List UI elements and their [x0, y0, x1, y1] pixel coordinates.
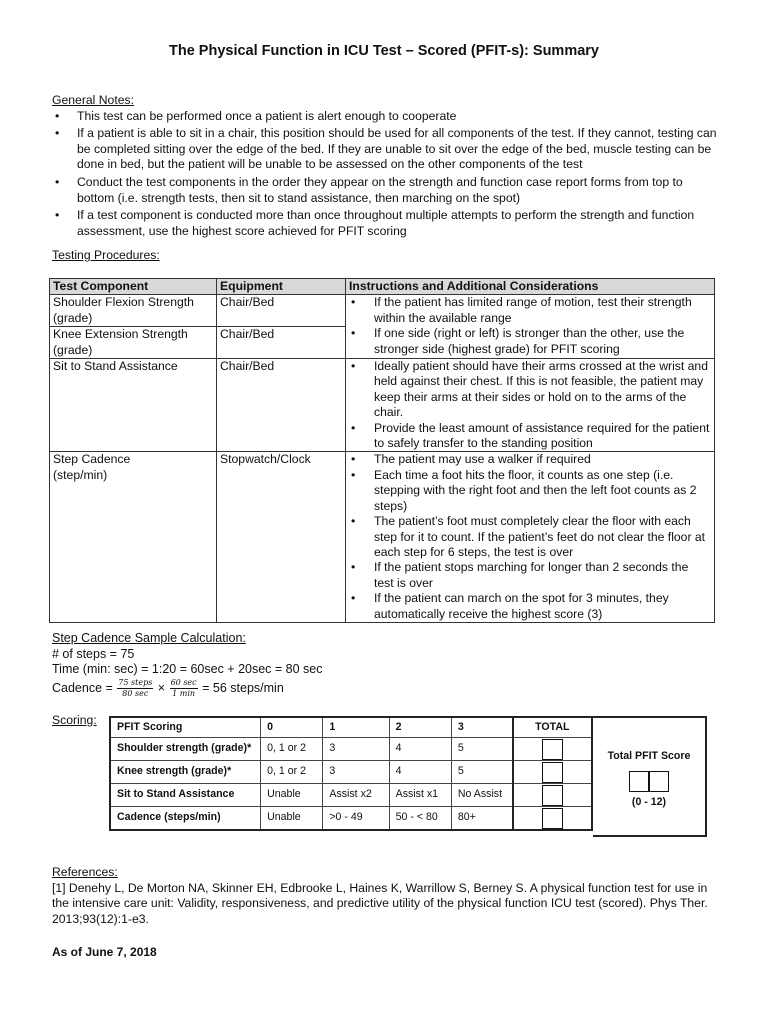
- total-digit-box[interactable]: [629, 771, 649, 792]
- cadence-line: [52, 678, 323, 699]
- list-item: • If the patient stops marching for longer than 2 seconds the test is over: [349, 560, 711, 591]
- general-notes-list: [52, 109, 718, 240]
- time-line: Time (min: sec) = 1:20 = 60sec + 20sec = 80 sec: [52, 662, 323, 677]
- fraction-denominator: 1 min: [172, 688, 196, 698]
- as-of-date: As of June 7, 2018: [52, 945, 157, 959]
- instructions-cell: [346, 295, 715, 359]
- table-header-row: [50, 279, 715, 295]
- calculation-heading: Step Cadence Sample Calculation:: [52, 631, 246, 645]
- total-cell: [513, 807, 592, 831]
- cadence-calculation: [52, 631, 323, 699]
- fraction-numerator: 60 sec: [170, 677, 197, 687]
- references-heading: References:: [52, 865, 118, 879]
- total-cell: [513, 761, 592, 784]
- column-header: Equipment: [217, 279, 346, 295]
- fraction-steps-per-sec: [117, 678, 153, 699]
- column-header: 1: [323, 717, 389, 738]
- score-cell: Assist x2: [323, 784, 389, 807]
- table-row: [50, 359, 715, 452]
- column-header: TOTAL: [513, 717, 592, 738]
- fraction-numerator: 75 steps: [118, 677, 153, 687]
- list-item: • Provide the least amount of assistance required for the patient to safely transfer to the standing position: [349, 421, 711, 452]
- total-digit-box[interactable]: [649, 771, 669, 792]
- column-header: 0: [261, 717, 323, 738]
- testing-procedures-heading: Testing Procedures:: [52, 248, 160, 262]
- score-cell: 5: [451, 761, 512, 784]
- total-score-range: (0 - 12): [631, 795, 667, 808]
- table-row: [110, 784, 592, 807]
- steps-line: # of steps = 75: [52, 646, 135, 661]
- list-item: • If the patient has limited range of motion, test their strength within the available range: [349, 295, 711, 326]
- column-header: PFIT Scoring: [110, 717, 261, 738]
- reference-item: [1] Denehy L, De Morton NA, Skinner EH, Edbrooke L, Haines K, Warrillow S, Berney S. A physical function test for use in the intensive care unit: Validity, responsiveness, and predictive utility of the physical function ICU test (scored). Phys Ther. 2013;93(12):1-e3.: [52, 880, 708, 926]
- cadence-prefix: Cadence =: [52, 680, 113, 695]
- general-notes-heading: General Notes:: [52, 93, 134, 107]
- score-cell: 4: [389, 761, 451, 784]
- references-section: [52, 865, 722, 927]
- equipment-cell: Chair/Bed: [217, 359, 346, 452]
- testing-procedures-table: [49, 278, 715, 623]
- score-cell: Assist x1: [389, 784, 451, 807]
- table-row: [110, 807, 592, 831]
- score-cell: >0 - 49: [323, 807, 389, 831]
- list-item: • If a patient is able to sit in a chair, this position should be used for all components of the test. If they cannot, testing can be completed sitting over the edge of the bed. If they are unable to sit over the edge of the bed, muscle testing can be done in bed, but the patient will be unable to be assessed on the other components of the test: [52, 126, 718, 173]
- list-item: • This test can be performed once a patient is alert enough to cooperate: [52, 109, 718, 125]
- score-cell: Unable: [261, 784, 323, 807]
- total-checkbox[interactable]: [542, 762, 563, 783]
- total-checkbox[interactable]: [542, 739, 563, 760]
- list-item: • The patient may use a walker if required: [349, 452, 711, 467]
- equipment-cell: Chair/Bed: [217, 327, 346, 359]
- table-row: [50, 452, 715, 622]
- cadence-result: = 56 steps/min: [202, 680, 284, 695]
- score-cell: 50 - < 80: [389, 807, 451, 831]
- score-cell: 0, 1 or 2: [261, 738, 323, 761]
- scoring-table: [109, 716, 593, 831]
- row-label: Knee strength (grade)*: [110, 761, 261, 784]
- table-header-row: [110, 717, 592, 738]
- score-cell: 80+: [451, 807, 512, 831]
- total-cell: [513, 738, 592, 761]
- component-cell: Shoulder Flexion Strength (grade): [50, 295, 217, 327]
- column-header: 3: [451, 717, 512, 738]
- score-cell: 5: [451, 738, 512, 761]
- total-pfit-score-box: [593, 716, 707, 837]
- row-label: Sit to Stand Assistance: [110, 784, 261, 807]
- fraction-denominator: 80 sec: [122, 688, 149, 698]
- list-item: • Ideally patient should have their arms crossed at the wrist and held against their chest. If this is not feasible, the patient may keep their arms at their sides or hold on to the arms of the chair.: [349, 359, 711, 421]
- component-cell: Step Cadence (step/min): [50, 452, 217, 622]
- instructions-cell: [346, 359, 715, 452]
- list-item: • If a test component is conducted more than once throughout multiple attempts to perform the strength and function assessment, use the highest score achieved for PFIT scoring: [52, 208, 718, 239]
- table-row: [110, 761, 592, 784]
- total-checkbox[interactable]: [542, 785, 563, 806]
- list-item: • If the patient can march on the spot for 3 minutes, they automatically receive the highest score (3): [349, 591, 711, 622]
- list-item: • The patient’s foot must completely clear the floor with each step for it to count. If the patient’s feet do not clear the floor at each step for 6 steps, the test is over: [349, 514, 711, 560]
- score-cell: 4: [389, 738, 451, 761]
- score-cell: No Assist: [451, 784, 512, 807]
- total-score-digit-boxes: [629, 771, 669, 791]
- list-item: • If one side (right or left) is stronger than the other, use the stronger side (highest grade) for PFIT scoring: [349, 326, 711, 357]
- fraction-sec-per-min: [170, 678, 198, 699]
- column-header: Instructions and Additional Considerations: [346, 279, 715, 295]
- list-item: • Conduct the test components in the order they appear on the strength and function case report forms from top to bottom (i.e. strength tests, then sit to stand assistance, then marching on the spot): [52, 175, 718, 206]
- column-header: 2: [389, 717, 451, 738]
- total-score-title: Total PFIT Score: [607, 750, 691, 762]
- score-cell: Unable: [261, 807, 323, 831]
- component-cell: Sit to Stand Assistance: [50, 359, 217, 452]
- score-cell: 3: [323, 738, 389, 761]
- table-row: [110, 738, 592, 761]
- row-label: Cadence (steps/min): [110, 807, 261, 831]
- column-header: Test Component: [50, 279, 217, 295]
- equipment-cell: Chair/Bed: [217, 295, 346, 327]
- list-item: • Each time a foot hits the floor, it counts as one step (i.e. stepping with the right foot and then the left foot counts as 2 steps): [349, 468, 711, 514]
- page-title: The Physical Function in ICU Test – Scored (PFIT-s): Summary: [169, 43, 599, 59]
- instructions-cell: [346, 452, 715, 622]
- equipment-cell: Stopwatch/Clock: [217, 452, 346, 622]
- general-notes-section: [52, 93, 718, 241]
- multiply-sign: ×: [157, 680, 166, 695]
- scoring-heading: Scoring:: [52, 713, 97, 727]
- table-row: [50, 295, 715, 327]
- component-cell: Knee Extension Strength (grade): [50, 327, 217, 359]
- total-cell: [513, 784, 592, 807]
- score-cell: 3: [323, 761, 389, 784]
- row-label: Shoulder strength (grade)*: [110, 738, 261, 761]
- total-checkbox[interactable]: [542, 808, 563, 829]
- score-cell: 0, 1 or 2: [261, 761, 323, 784]
